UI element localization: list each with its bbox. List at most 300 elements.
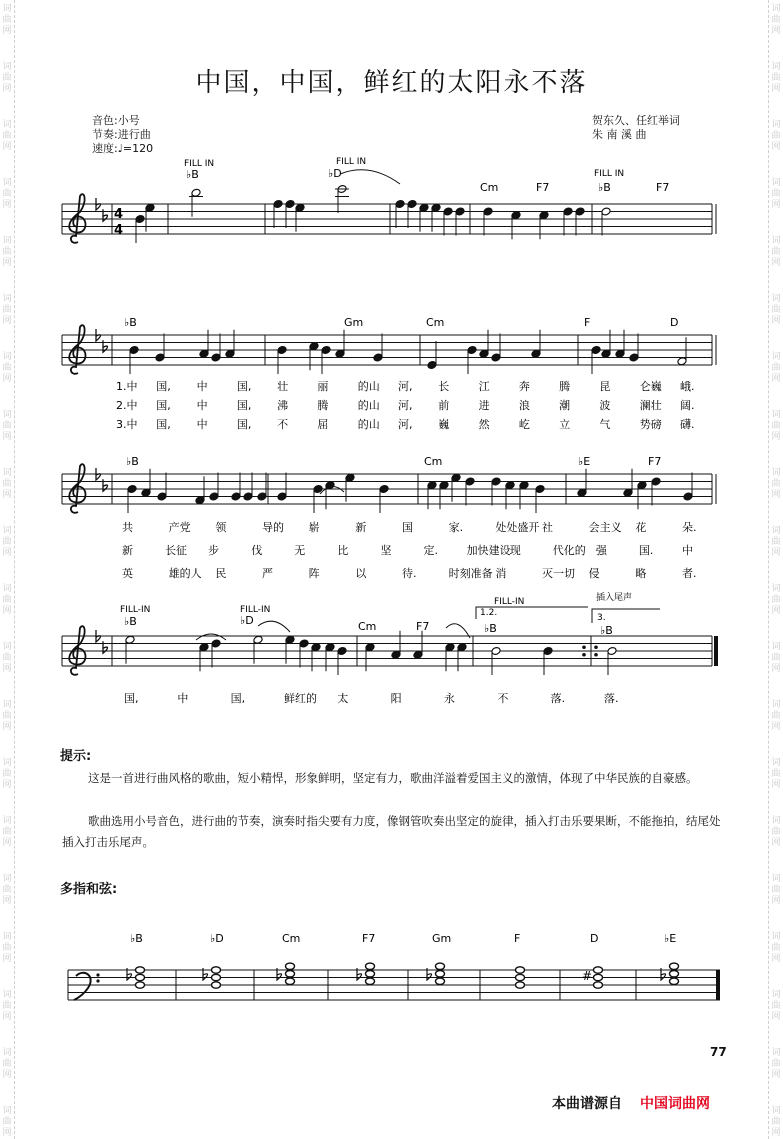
lyric-syllable: 强 <box>595 544 607 557</box>
page-number: 77 <box>710 1045 727 1059</box>
lyric-syllable: 河, <box>398 399 413 412</box>
chord-note <box>516 967 525 973</box>
lyric-syllable: 太 <box>337 692 349 705</box>
watermark-glyph: 曲 <box>771 595 781 605</box>
watermark-glyph: 词 <box>771 352 781 362</box>
watermark-glyph: 词 <box>771 178 781 188</box>
chord-note <box>594 974 603 980</box>
volta-first-label: 1.2. <box>480 608 498 618</box>
chord-note <box>286 978 295 984</box>
lyric-syllable: 波 <box>599 399 611 412</box>
lyric-syllable: 领 <box>215 521 227 534</box>
watermark-glyph: 曲 <box>2 421 12 431</box>
lyric-syllable: 2.中 <box>116 399 138 412</box>
bass-clef-dot <box>96 979 99 982</box>
chord-note <box>366 963 375 969</box>
lyric-syllable: 腾 <box>559 380 571 393</box>
treble-clef <box>69 194 85 243</box>
chord-symbol: Cm <box>424 455 443 468</box>
watermark-glyph: 曲 <box>771 247 781 257</box>
watermark-glyph: 词 <box>2 62 12 72</box>
treble-clef <box>69 626 85 675</box>
chord-note <box>286 971 295 977</box>
watermark-glyph: 曲 <box>771 943 781 953</box>
watermark-glyph: 词 <box>771 1106 781 1116</box>
watermark-glyph: 网 <box>771 432 781 442</box>
watermark-glyph: 网 <box>771 780 781 790</box>
lyric-syllable: 处处盛开 <box>495 521 540 534</box>
chord-name: ♭B <box>130 932 143 945</box>
lyric-syllable: 家. <box>448 521 464 534</box>
watermark-glyph: 词 <box>2 526 12 536</box>
watermark-glyph: 曲 <box>2 15 12 25</box>
lyric-syllable: 不 <box>277 418 289 431</box>
watermark-glyph: 网 <box>2 1070 12 1080</box>
watermark-glyph: 词 <box>771 584 781 594</box>
lyric-syllable: 时刻准备 <box>448 567 493 580</box>
lyric-syllable: 礴. <box>680 418 695 431</box>
slur <box>196 634 226 640</box>
lyric-syllable: 会主义 <box>588 521 622 534</box>
source-text: 本曲谱源自 <box>552 1096 622 1112</box>
watermark-glyph: 词 <box>2 120 12 130</box>
watermark-glyph: 词 <box>2 584 12 594</box>
lyric-syllable: 国, <box>230 692 246 705</box>
watermark-glyph: 曲 <box>2 769 12 779</box>
hint-paragraph: 这是一首进行曲风格的歌曲，短小精悍，形象鲜明，坚定有力，歌曲洋溢着爱国主义的激情，体现了中华民族的自豪感。 <box>88 771 698 785</box>
lyric-syllable: 灭一切 <box>542 567 575 580</box>
watermark-glyph: 词 <box>771 4 781 14</box>
lyric-syllable: 新 <box>355 521 367 534</box>
chord-note <box>436 963 445 969</box>
watermark-glyph: 网 <box>771 722 781 732</box>
watermark-glyph: 网 <box>771 606 781 616</box>
watermark-glyph: 网 <box>2 432 12 442</box>
repeat-dot <box>582 653 586 657</box>
watermark-glyph: 词 <box>2 1106 12 1116</box>
watermark-glyph: 曲 <box>2 73 12 83</box>
watermark-glyph: 曲 <box>2 827 12 837</box>
slur <box>258 621 290 632</box>
lyric-syllable: 加快建设 <box>466 544 511 557</box>
watermark-glyph: 词 <box>2 758 12 768</box>
lyric-syllable: 澜壮 <box>639 399 662 412</box>
watermark-glyph: 网 <box>771 26 781 36</box>
time-signature: 4 <box>114 207 124 222</box>
watermark-glyph: 词 <box>2 410 12 420</box>
flat-sign <box>96 329 101 341</box>
fill-in-label: FILL IN <box>594 169 625 179</box>
lyric-syllable: 仑巍 <box>639 380 662 393</box>
lyric-syllable: 国, <box>236 418 252 431</box>
watermark-glyph: 词 <box>2 932 12 942</box>
watermark-glyph: 网 <box>771 142 781 152</box>
chord-symbol: ♭D <box>240 614 254 627</box>
watermark-glyph: 网 <box>771 490 781 500</box>
chord-symbol: Cm <box>358 620 377 633</box>
watermark-glyph: 词 <box>771 468 781 478</box>
lyric-syllable: 中 <box>682 544 693 557</box>
source-footer <box>552 1093 710 1113</box>
lyric-syllable: 中 <box>196 399 208 412</box>
lyric-syllable: 昆 <box>599 380 611 393</box>
watermark-glyph: 曲 <box>771 73 781 83</box>
lyric-syllable: 中 <box>196 380 208 393</box>
chord-symbol: Gm <box>344 316 364 329</box>
lyric-syllable: 定. <box>423 544 439 557</box>
watermark-glyph: 词 <box>2 468 12 478</box>
lyric-syllable: 河, <box>398 418 413 431</box>
lyric-syllable: 崭 <box>308 521 320 534</box>
chord-symbol: Cm <box>426 316 445 329</box>
lyric-syllable: 河, <box>398 380 413 393</box>
lyric-syllable: 严 <box>262 567 273 580</box>
flat-sign <box>96 468 101 480</box>
chord-name: ♭D <box>210 932 224 945</box>
chord-note <box>366 971 375 977</box>
watermark-glyph: 词 <box>771 932 781 942</box>
lyric-syllable: 国, <box>124 692 139 705</box>
watermark-glyph: 网 <box>771 1012 781 1022</box>
chord-note <box>366 978 375 984</box>
staff <box>62 194 716 243</box>
lyric-syllable: 新 <box>122 544 133 557</box>
chord-note <box>436 971 445 977</box>
lyric-syllable: 导的 <box>262 521 284 534</box>
chord-note <box>516 982 525 988</box>
watermark-glyph: 网 <box>2 26 12 36</box>
lyricist-credit: 贺东久、任红举词 <box>592 114 680 127</box>
watermark-glyph: 网 <box>771 258 781 268</box>
lyric-syllable: 国 <box>402 521 413 534</box>
watermark-glyph: 词 <box>2 874 12 884</box>
chord-note <box>436 978 445 984</box>
lyric-syllable: 雄的人 <box>168 567 202 580</box>
lyric-syllable: 阳 <box>390 692 402 705</box>
watermark-glyph: 曲 <box>771 1117 781 1127</box>
lyric-syllable: 鲜红的 <box>284 692 317 705</box>
lyric-syllable: 者. <box>682 567 697 580</box>
lyric-syllable: 前 <box>438 399 450 412</box>
lyric-syllable: 长 <box>438 380 450 393</box>
chord-symbol: D <box>670 316 679 329</box>
chord-symbol: ♭E <box>578 455 591 468</box>
lyric-syllable: 浪 <box>518 399 530 412</box>
lyric-syllable: 潮 <box>559 399 571 412</box>
chord-symbol: F7 <box>536 181 550 194</box>
lyric-syllable: 中 <box>196 418 208 431</box>
staff <box>62 626 716 675</box>
watermark-glyph: 词 <box>2 1048 12 1058</box>
lyric-syllable: 无 <box>294 544 306 557</box>
chord-note <box>212 967 221 973</box>
watermark-glyph: 网 <box>2 84 12 94</box>
watermark-glyph: 词 <box>2 816 12 826</box>
chord-note <box>594 967 603 973</box>
chord-note <box>136 974 145 980</box>
watermark-glyph: 词 <box>2 700 12 710</box>
watermark-glyph: 曲 <box>2 711 12 721</box>
lyric-syllable: 国. <box>638 544 654 557</box>
watermark-glyph: 词 <box>2 178 12 188</box>
rhythm-info: 节奏:进行曲 <box>92 128 151 141</box>
chord-symbol: ♭B <box>186 168 199 181</box>
watermark-glyph: 曲 <box>2 537 12 547</box>
timbre-info: 音色:小号 <box>92 114 140 127</box>
chord-name: ♭E <box>664 932 677 945</box>
flat-sign <box>96 630 101 642</box>
lyric-syllable: 气 <box>599 418 611 431</box>
lyric-syllable: 朵. <box>682 521 697 534</box>
lyric-syllable: 沸 <box>277 399 289 412</box>
fill-in-label: FILL-IN <box>240 605 271 615</box>
watermark-glyph: 曲 <box>2 305 12 315</box>
watermark-glyph: 曲 <box>771 537 781 547</box>
watermark-glyph: 网 <box>2 258 12 268</box>
chord-symbol: F7 <box>648 455 662 468</box>
chord-symbol: ♭B <box>124 316 137 329</box>
watermark-glyph: 网 <box>771 548 781 558</box>
fill-in-label: FILL IN <box>336 157 367 167</box>
chord-note <box>212 982 221 988</box>
watermark-glyph: 网 <box>771 1070 781 1080</box>
watermark-glyph: 曲 <box>2 595 12 605</box>
chord-symbol: ♭D <box>328 167 342 180</box>
ending-label: 插入尾声 <box>596 593 633 603</box>
watermark-glyph: 曲 <box>2 1117 12 1127</box>
lyric-syllable: 国, <box>156 380 171 393</box>
lyric-syllable: 国, <box>236 399 252 412</box>
chord-symbol: F7 <box>416 620 430 633</box>
volta-third-label: 3. <box>597 613 606 623</box>
watermark-glyph: 曲 <box>2 131 12 141</box>
treble-clef <box>69 464 85 513</box>
lyric-syllable: 国, <box>156 399 171 412</box>
lyric-syllable: 略 <box>635 567 647 580</box>
watermark-glyph: 词 <box>771 236 781 246</box>
lyric-syllable: 的山 <box>357 399 380 412</box>
watermark-glyph: 曲 <box>771 711 781 721</box>
watermark-glyph: 词 <box>771 410 781 420</box>
watermark-glyph: 词 <box>771 294 781 304</box>
fill-in-label: FILL-IN <box>120 605 151 615</box>
watermark-glyph: 网 <box>2 490 12 500</box>
watermark-glyph: 曲 <box>771 827 781 837</box>
fill-in-label: FILL-IN <box>494 597 525 607</box>
tempo-info: 速度:♩=120 <box>92 142 154 155</box>
song-title: 中国，中国，鲜红的太阳永不落 <box>195 68 588 98</box>
lyric-syllable: 民 <box>215 567 227 580</box>
chord-symbol: F7 <box>656 181 670 194</box>
hint-paragraph: 歌曲选用小号音色，进行曲的节奏，演奏时指尖要有力度，像钢管吹奏出坚定的旋律，插入打击乐要果断，不能拖拍，结尾处插入打击乐尾声。 <box>62 814 721 849</box>
chord-symbol: ♭B <box>124 615 137 628</box>
lyric-syllable: 腾 <box>317 399 329 412</box>
repeat-dot <box>582 645 586 649</box>
watermark-glyph: 网 <box>2 1012 12 1022</box>
watermark-glyph: 曲 <box>771 769 781 779</box>
lyric-syllable: 花 <box>635 521 647 534</box>
lyric-syllable: 英 <box>122 567 133 580</box>
watermark-glyph: 曲 <box>771 363 781 373</box>
watermark-glyph: 网 <box>771 896 781 906</box>
watermark-glyph: 词 <box>771 700 781 710</box>
repeat-dot <box>594 645 598 649</box>
watermark-glyph: 曲 <box>771 131 781 141</box>
watermark-glyph: 网 <box>2 548 12 558</box>
lyric-syllable: 阵 <box>308 567 320 580</box>
chord-symbol: ♭B <box>600 624 613 637</box>
watermark-glyph: 曲 <box>771 305 781 315</box>
chord-name: F <box>514 932 521 945</box>
watermark-glyph: 网 <box>771 316 781 326</box>
watermark-glyph: 网 <box>771 664 781 674</box>
chord-note <box>136 967 145 973</box>
watermark-glyph: 网 <box>771 84 781 94</box>
watermark-glyph: 网 <box>771 954 781 964</box>
watermark-glyph: 曲 <box>771 1059 781 1069</box>
lyric-syllable: 伐 <box>251 544 263 557</box>
lyric-syllable: 落. <box>604 692 619 705</box>
watermark-glyph: 词 <box>771 526 781 536</box>
lyric-syllable: 消 <box>495 567 507 580</box>
watermark-glyph: 曲 <box>771 189 781 199</box>
watermark-glyph: 网 <box>2 780 12 790</box>
chord-note <box>516 974 525 980</box>
lyric-syllable: 屹 <box>518 418 530 431</box>
watermark-glyph: 曲 <box>2 653 12 663</box>
watermark-glyph: 网 <box>2 896 12 906</box>
watermark-glyph: 网 <box>2 664 12 674</box>
lyric-syllable: 壮 <box>277 380 289 393</box>
watermark-glyph: 曲 <box>2 189 12 199</box>
watermark-glyph: 词 <box>771 990 781 1000</box>
chord-symbol: ♭B <box>126 455 139 468</box>
lyric-syllable: 以 <box>355 567 367 580</box>
repeat-dot <box>594 653 598 657</box>
watermark-glyph: 曲 <box>2 1059 12 1069</box>
watermark-glyph: 网 <box>2 722 12 732</box>
time-signature: 4 <box>114 223 124 238</box>
watermark-glyph: 词 <box>771 1048 781 1058</box>
chord-symbol: F <box>584 316 591 329</box>
watermark-glyph: 词 <box>771 816 781 826</box>
staff <box>62 464 716 513</box>
chord-name: Gm <box>432 932 452 945</box>
watermark-glyph: 曲 <box>771 479 781 489</box>
lyric-syllable: 3.中 <box>116 418 138 431</box>
watermark-glyph: 曲 <box>2 247 12 257</box>
watermark-glyph: 曲 <box>771 15 781 25</box>
lyric-syllable: 代化的 <box>552 544 586 557</box>
chord-symbol: ♭B <box>598 181 611 194</box>
lyric-syllable: 国, <box>156 418 171 431</box>
source-site-link[interactable]: 中国词曲网 <box>640 1096 710 1112</box>
watermark-glyph: 曲 <box>771 885 781 895</box>
chord-note <box>286 963 295 969</box>
watermark-glyph: 曲 <box>771 1001 781 1011</box>
watermark-glyph: 词 <box>2 294 12 304</box>
chord-name: Cm <box>282 932 301 945</box>
chord-symbol: Cm <box>480 181 499 194</box>
lyric-syllable: 的山 <box>357 418 380 431</box>
lyric-syllable: 的山 <box>357 380 380 393</box>
watermark-glyph: 网 <box>771 200 781 210</box>
lyric-syllable: 社 <box>542 521 553 534</box>
lyric-syllable: 侵 <box>588 567 600 580</box>
watermark-glyph: 词 <box>2 4 12 14</box>
chords-heading: 多指和弦: <box>60 882 118 897</box>
sharp-sign: # <box>582 969 593 983</box>
bass-clef <box>74 973 91 1000</box>
lyric-syllable: 待. <box>402 567 417 580</box>
lyric-syllable: 进 <box>478 399 490 412</box>
lyric-syllable: 1.中 <box>116 380 138 393</box>
watermark-glyph: 词 <box>2 990 12 1000</box>
lyric-syllable: 阔. <box>680 399 695 412</box>
chord-note <box>594 982 603 988</box>
watermark-glyph: 网 <box>2 954 12 964</box>
lyric-syllable: 然 <box>478 418 490 431</box>
chord-name: F7 <box>362 932 376 945</box>
chord-note <box>670 971 679 977</box>
lyric-syllable: 坚 <box>380 544 392 557</box>
lyric-syllable: 永 <box>444 692 455 705</box>
lyric-syllable: 巍 <box>438 418 450 431</box>
watermark-glyph: 曲 <box>2 479 12 489</box>
watermark-glyph: 网 <box>2 142 12 152</box>
watermark-glyph: 词 <box>771 642 781 652</box>
watermark-glyph: 网 <box>771 838 781 848</box>
lyric-syllable: 长征 <box>165 544 188 557</box>
bass-clef-dot <box>96 973 99 976</box>
watermark-glyph: 词 <box>2 352 12 362</box>
lyric-syllable: 江 <box>478 380 490 393</box>
watermark-glyph: 网 <box>2 606 12 616</box>
chord-note <box>212 974 221 980</box>
chord-note <box>670 978 679 984</box>
lyric-syllable: 产党 <box>168 521 191 534</box>
chord-note <box>136 982 145 988</box>
lyric-syllable: 国, <box>236 380 252 393</box>
lyric-syllable: 丽 <box>317 380 329 393</box>
lyric-syllable: 中 <box>177 692 189 705</box>
lyric-syllable: 落. <box>550 692 566 705</box>
watermark-glyph: 词 <box>2 236 12 246</box>
watermark-glyph: 词 <box>2 642 12 652</box>
watermark-glyph: 词 <box>771 120 781 130</box>
chord-note <box>670 963 679 969</box>
watermark-glyph: 曲 <box>2 1001 12 1011</box>
lyric-syllable: 峨. <box>680 380 695 393</box>
lyric-syllable: 不 <box>497 692 509 705</box>
lyric-syllable: 现 <box>509 544 521 557</box>
chord-symbol: ♭B <box>484 622 497 635</box>
watermark-glyph: 网 <box>771 1128 781 1138</box>
lyric-syllable: 立 <box>559 418 571 431</box>
watermark-glyph: 网 <box>2 1128 12 1138</box>
composer-credit: 朱 南 溪 曲 <box>592 128 647 141</box>
watermark-glyph: 词 <box>771 758 781 768</box>
watermark-glyph: 词 <box>771 874 781 884</box>
watermark-glyph: 网 <box>2 316 12 326</box>
lyric-syllable: 屈 <box>317 418 329 431</box>
watermark-glyph: 网 <box>771 374 781 384</box>
watermark-glyph: 曲 <box>2 885 12 895</box>
lyric-syllable: 步 <box>208 544 220 557</box>
treble-clef <box>69 325 85 374</box>
fill-in-label: FILL IN <box>184 159 215 169</box>
slur <box>340 170 400 184</box>
